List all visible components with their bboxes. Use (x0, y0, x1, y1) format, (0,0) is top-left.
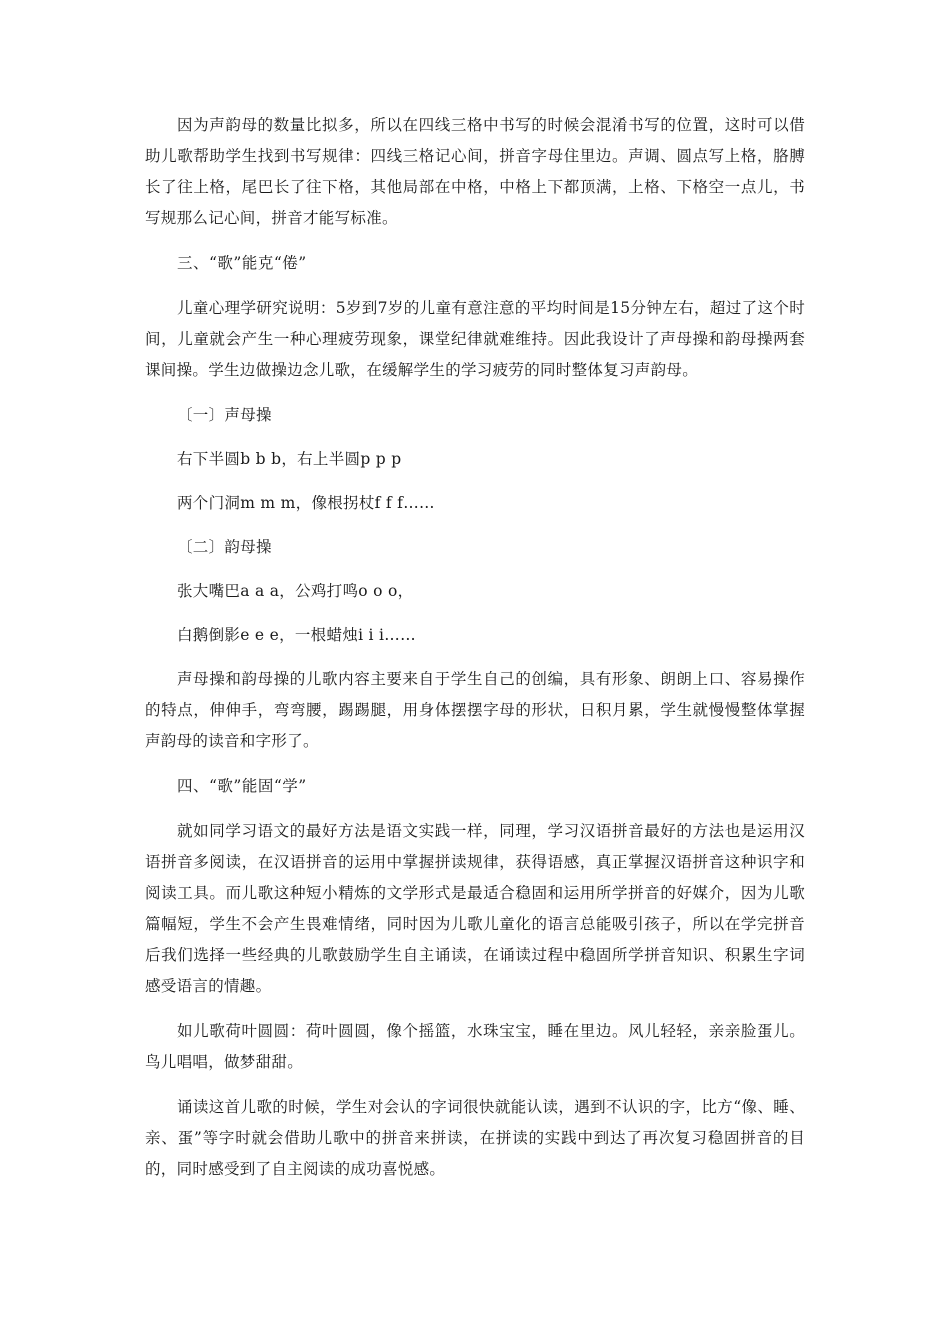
section-heading-3: 三、“歌”能克“倦” (177, 254, 307, 272)
paragraph-writing-rules: 因为声韵母的数量比拟多，所以在四线三格中书写的时候会混淆书写的位置，这时可以借助儿歌帮助学生找到书写规律：四线三格记心间，拼音字母住里边。声调、圆点写上格，胳膊长了往上格，尾巴长了往下格，其他局部在中格，中格上下都顶满，上格、下格空一点儿，书写规那么记心间，拼音才能写标准。 (145, 116, 805, 227)
section-heading-4: 四、“歌”能固“学” (177, 777, 307, 795)
document-page (145, 110, 805, 1199)
paragraph-psychology: 儿童心理学研究说明：5岁到7岁的儿童有意注意的平均时间是15分钟左右，超过了这个时间，儿童就会产生一种心理疲劳现象，课堂纪律就难维持。因此我设计了声母操和韵母操两套课间操。学生边做操边念儿歌，在缓解学生的学习疲劳的同时整体复习声韵母。 (145, 299, 805, 379)
rhyme-line-2: 两个门洞m m m，像根拐杖f f f…… (177, 494, 435, 512)
paragraph-reading-practice: 就如同学习语文的最好方法是语文实践一样，同理，学习汉语拼音最好的方法也是运用汉语拼音多阅读，在汉语拼音的运用中掌握拼读规律，获得语感，真正掌握汉语拼音这种识字和阅读工具。而儿歌这种短小精炼的文学形式是最适合稳固和运用所学拼音的好媒介，因为儿歌篇幅短，学生不会产生畏难情绪，同时因为儿歌儿童化的语言总能吸引孩子，所以在学完拼音后我们选择一些经典的儿歌鼓励学生自主诵读，在诵读过程中稳固所学拼音知识、积累生字词感受语言的情趣。 (145, 822, 805, 995)
rhyme-line-4: 白鹅倒影e e e，一根蜡烛i i i…… (177, 626, 416, 644)
rhyme-line-1: 右下半圆b b b，右上半圆p p p (177, 450, 402, 468)
paragraph-lotus-rhyme: 如儿歌荷叶圆圆：荷叶圆圆，像个摇篮，水珠宝宝，睡在里边。风儿轻轻，亲亲脸蛋儿。鸟儿唱唱，做梦甜甜。 (145, 1022, 805, 1071)
subheading-initials-exercise: 〔一〕声母操 (177, 406, 272, 424)
rhyme-line-3: 张大嘴巴a a a，公鸡打鸣o o o， (177, 582, 414, 600)
paragraph-exercise-content: 声母操和韵母操的儿歌内容主要来自于学生自己的创编，具有形象、朗朗上口、容易操作的特点，伸伸手，弯弯腰，踢踢腿，用身体摆摆字母的形状，日积月累，学生就慢慢整体掌握声韵母的读音和字形了。 (145, 670, 805, 750)
subheading-finals-exercise: 〔二〕韵母操 (177, 538, 272, 556)
paragraph-reading-result: 诵读这首儿歌的时候，学生对会认的字词很快就能认读，遇到不认识的字，比方“像、睡、亲、蛋”等字时就会借助儿歌中的拼音来拼读，在拼读的实践中到达了再次复习稳固拼音的目的，同时感受到了自主阅读的成功喜悦感。 (145, 1098, 805, 1178)
